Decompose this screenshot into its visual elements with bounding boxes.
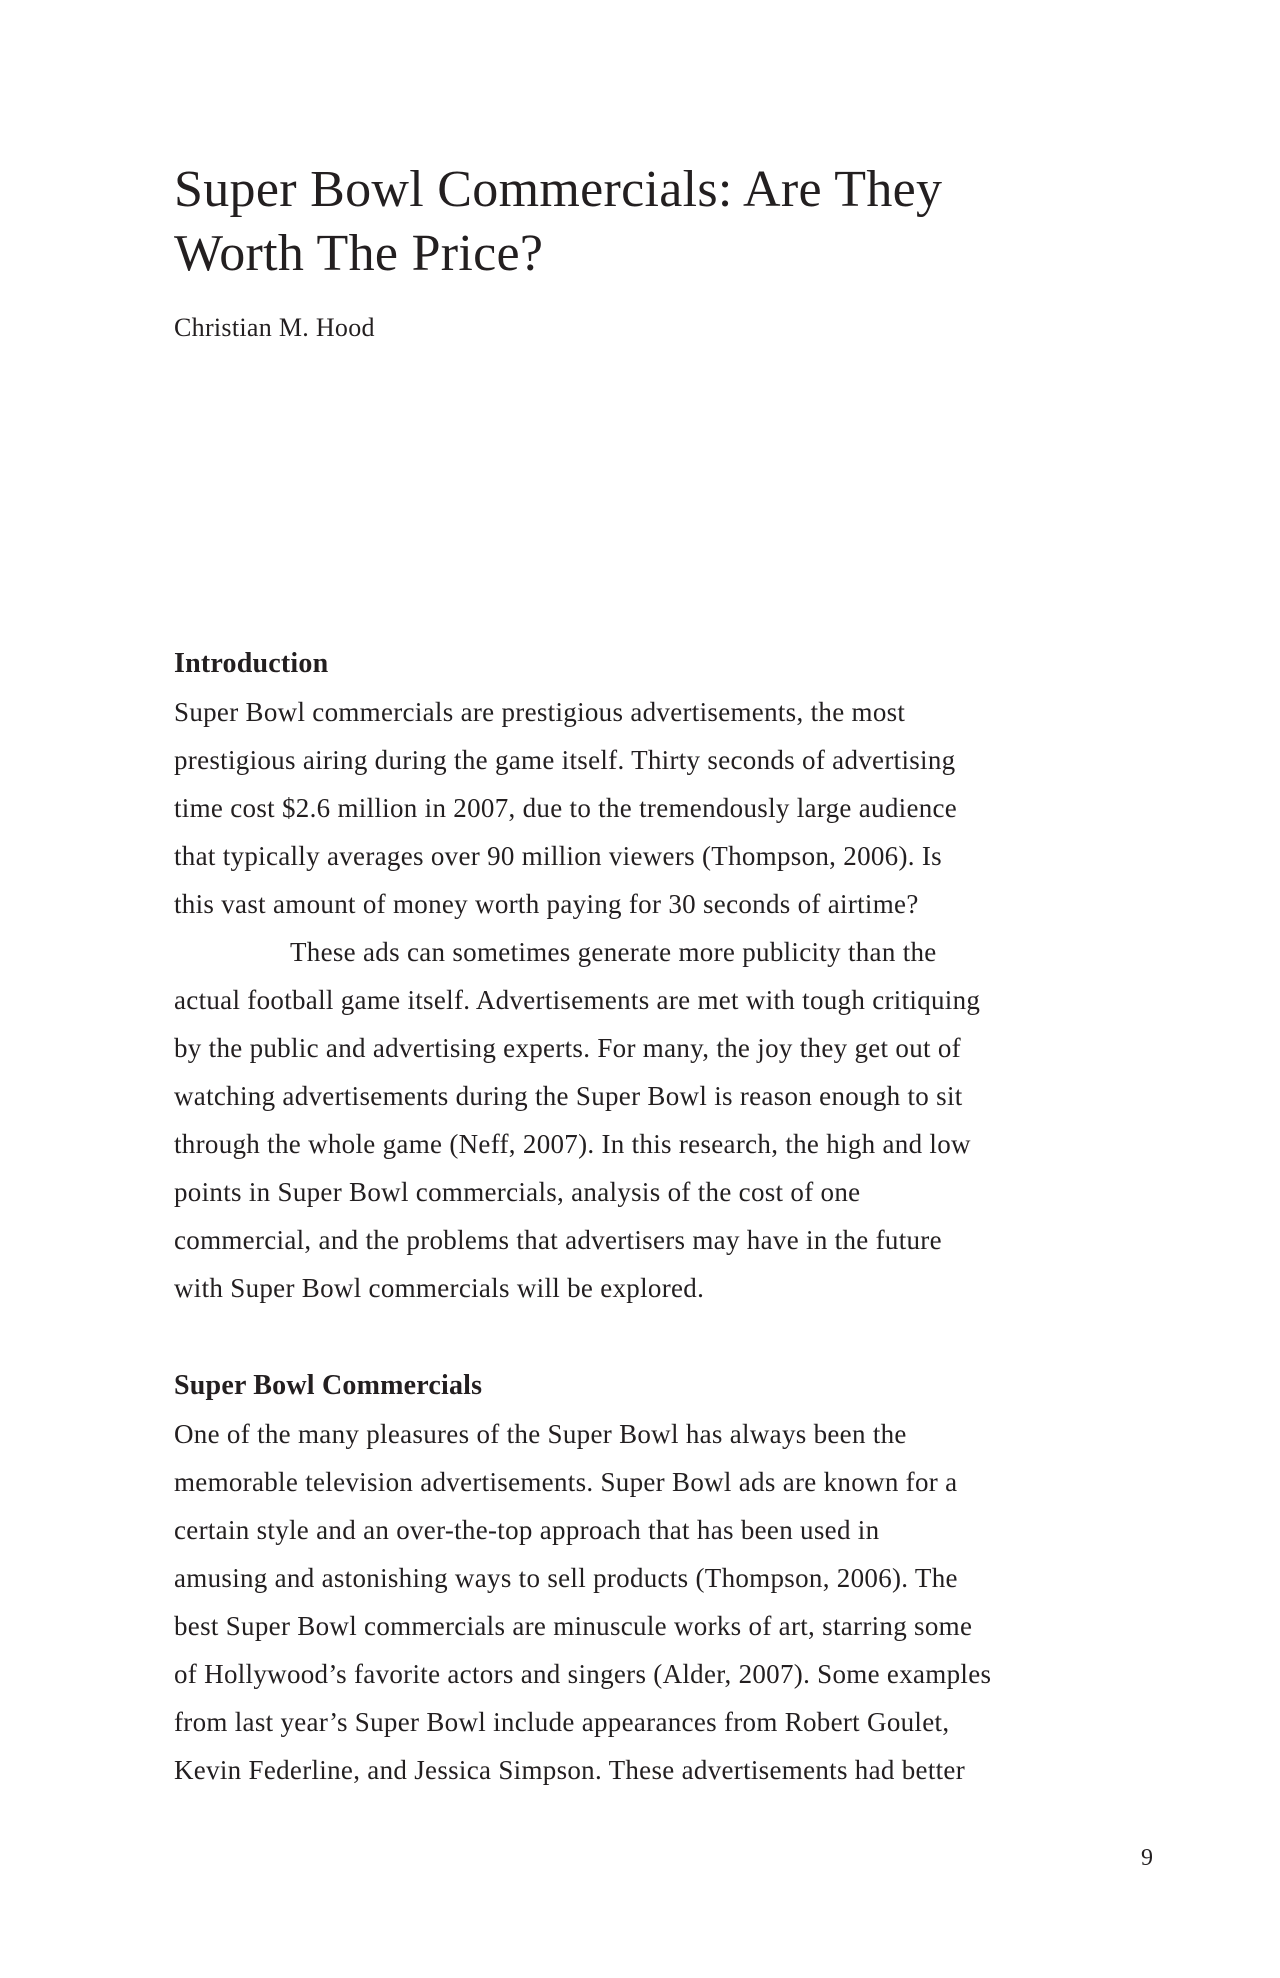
author-name: Christian M. Hood <box>174 313 375 342</box>
text-line: with Super Bowl commercials will be explored. <box>174 1273 705 1303</box>
text-line: best Super Bowl commercials are minuscule works of art, starring some <box>174 1611 973 1641</box>
title-line: Super Bowl Commercials: Are They <box>174 161 943 218</box>
paragraph <box>174 688 1174 928</box>
title-line: Worth The Price? <box>174 225 544 282</box>
text-line: actual football game itself. Advertisements are met with tough critiquing <box>174 985 981 1015</box>
page-number: 9 <box>1141 1845 1153 1871</box>
text-line: by the public and advertising experts. For many, the joy they get out of <box>174 1033 961 1063</box>
text-line: commercial, and the problems that advertisers may have in the future <box>174 1225 942 1255</box>
text-line: points in Super Bowl commercials, analysis of the cost of one <box>174 1177 861 1207</box>
section-introduction <box>174 640 1174 1312</box>
text-line: this vast amount of money worth paying for 30 seconds of airtime? <box>174 889 919 919</box>
text-line: from last year’s Super Bowl include appearances from Robert Goulet, <box>174 1707 950 1737</box>
section-heading: Super Bowl Commercials <box>174 1370 483 1401</box>
text-line: These ads can sometimes generate more publicity than the <box>290 937 937 967</box>
text-line: Kevin Federline, and Jessica Simpson. These advertisements had better <box>174 1755 966 1785</box>
paragraph <box>174 928 1174 1312</box>
text-line: amusing and astonishing ways to sell products (Thompson, 2006). The <box>174 1563 958 1593</box>
text-line: memorable television advertisements. Super Bowl ads are known for a <box>174 1467 958 1497</box>
text-line: of Hollywood’s favorite actors and singers (Alder, 2007). Some examples <box>174 1659 992 1689</box>
paragraph <box>174 1410 1174 1794</box>
text-line: watching advertisements during the Super Bowl is reason enough to sit <box>174 1081 963 1111</box>
section-super-bowl-commercials <box>174 1362 1174 1794</box>
text-line: Super Bowl commercials are prestigious advertisements, the most <box>174 697 906 727</box>
text-line: that typically averages over 90 million viewers (Thompson, 2006). Is <box>174 841 942 871</box>
text-line: through the whole game (Neff, 2007). In this research, the high and low <box>174 1129 971 1159</box>
text-line: certain style and an over-the-top approach that has been used in <box>174 1515 880 1545</box>
text-line: prestigious airing during the game itself. Thirty seconds of advertising <box>174 745 956 775</box>
section-heading: Introduction <box>174 648 329 679</box>
article-title <box>174 158 1174 286</box>
text-line: time cost $2.6 million in 2007, due to the tremendously large audience <box>174 793 958 823</box>
text-line: One of the many pleasures of the Super Bowl has always been the <box>174 1419 907 1449</box>
